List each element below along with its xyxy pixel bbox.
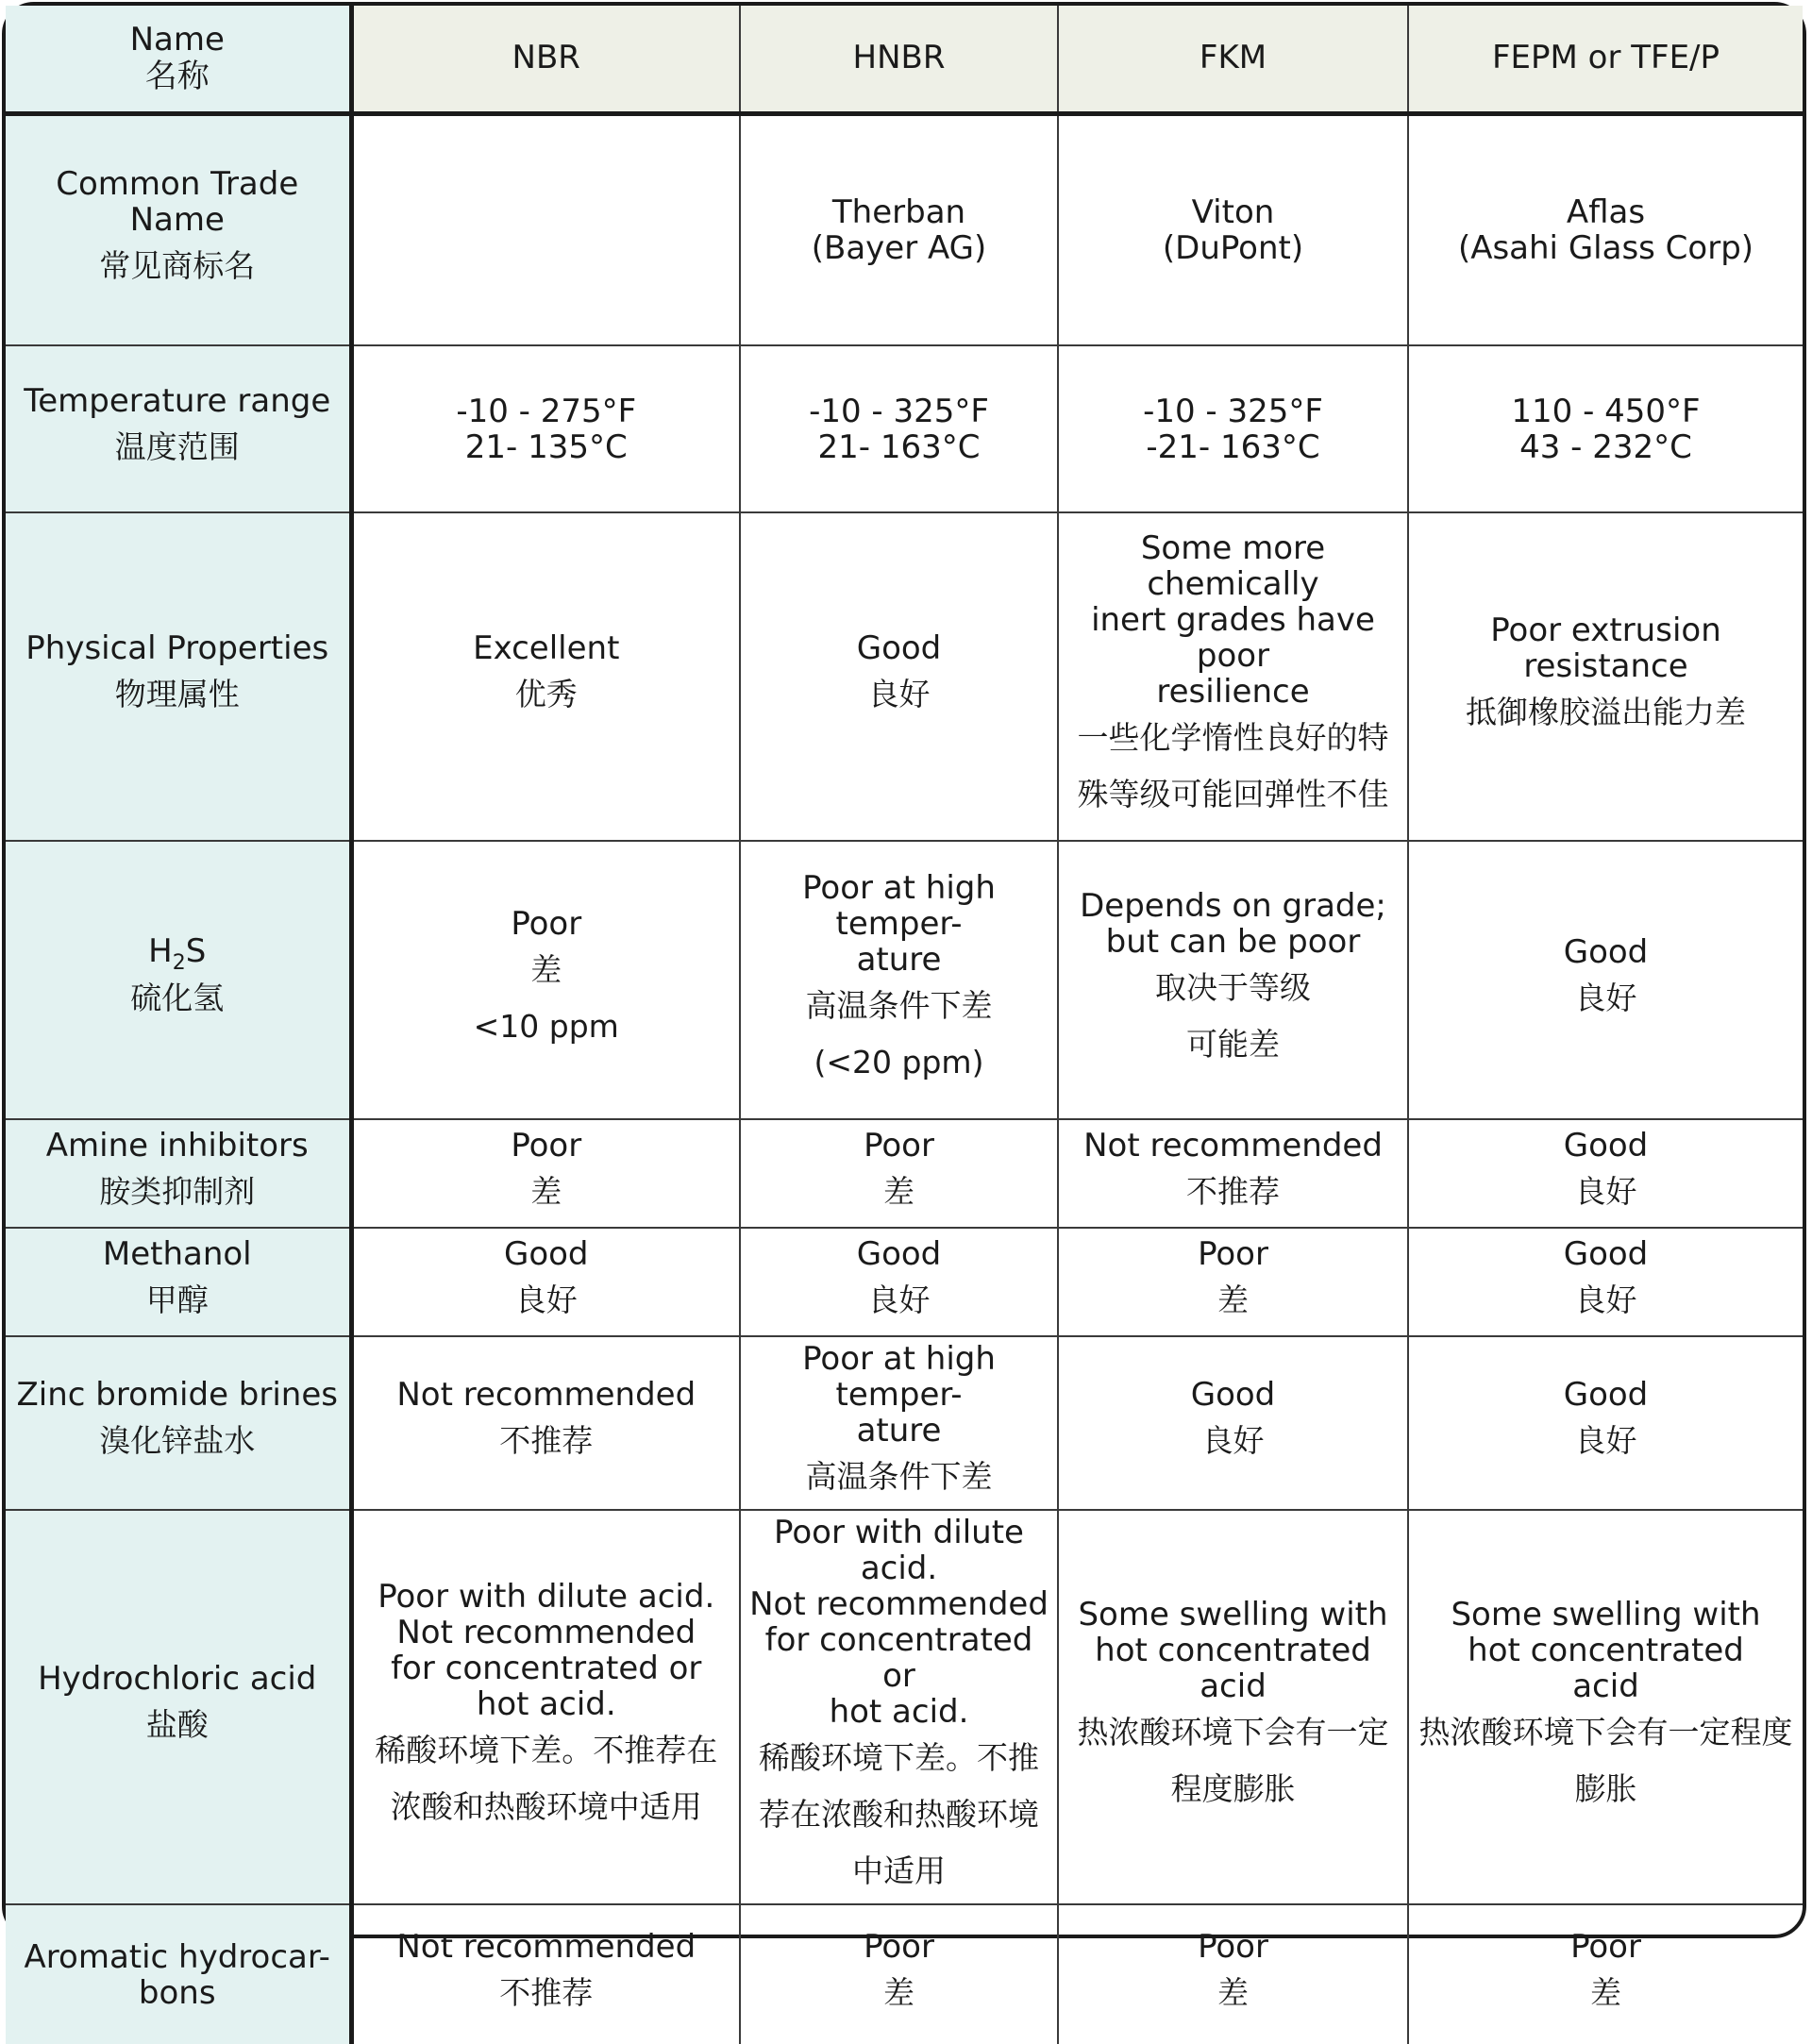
cell-text-en: Not recommended: [396, 1614, 696, 1651]
cell-text-en: Poor: [1198, 1927, 1268, 1966]
cell-text-zh: 热浓酸环境下会有一定程度: [1418, 1714, 1793, 1751]
row-label-cell: [6, 113, 351, 345]
cell-text-zh: 良好: [1201, 1422, 1265, 1459]
header-row: [6, 6, 1803, 113]
cell-text-en: -21- 163°C: [1146, 427, 1320, 466]
cell-text-zh: 不推荐: [499, 1422, 594, 1459]
table-cell: [740, 345, 1058, 512]
cell-text-en: Good: [856, 1234, 942, 1273]
cell-text-en: Poor: [864, 1126, 934, 1164]
material-comparison-table: [6, 6, 1803, 2044]
cell-text-zh: 差: [1217, 1973, 1249, 2011]
table-cell: [740, 1228, 1058, 1336]
table-cell: [1058, 1336, 1408, 1510]
cell-text-extra: <10 ppm: [473, 1007, 619, 1045]
row-label-cell: [6, 1228, 351, 1336]
header-col-hnbr: HNBR: [740, 6, 1058, 113]
table-cell: [351, 345, 740, 512]
cell-text-en: -10 - 325°F: [809, 392, 989, 430]
cell-text-en: Poor with dilute acid.: [378, 1578, 715, 1616]
cell-text-zh: 良好: [1574, 1281, 1637, 1318]
row-label-zh: 常见商标名: [99, 246, 256, 284]
cell-text-zh: 荐在浓酸和热酸环境: [759, 1796, 1039, 1833]
row-label-subscript: 2: [172, 950, 186, 975]
table-cell: [1408, 1336, 1803, 1510]
material-comparison-table-frame: [2, 2, 1806, 2012]
cell-text-zh: 良好: [1574, 1422, 1637, 1459]
cell-text-en: Good: [856, 629, 942, 667]
table-cell: [351, 1510, 740, 1904]
table-cell: [740, 1336, 1058, 1510]
table-cell: [1058, 512, 1408, 841]
table-cell: [740, 512, 1058, 841]
cell-text-en: -10 - 325°F: [1143, 392, 1323, 430]
cell-text-en: Excellent: [473, 629, 620, 667]
cell-text-en: 21- 135°C: [464, 427, 628, 466]
header-name-zh: 名称: [144, 57, 210, 95]
row-label-zh: 硫化氢: [130, 980, 225, 1016]
cell-text-zh: 中适用: [852, 1852, 946, 1889]
cell-text-zh: 热浓酸环境下会有一定: [1077, 1714, 1389, 1751]
cell-text-en: inert grades have poor: [1091, 601, 1375, 675]
row-label-cell: [6, 1904, 351, 2044]
header-name-cell: [6, 6, 351, 113]
table-cell: [1408, 1228, 1803, 1336]
cell-text-en: acid: [1572, 1667, 1639, 1705]
cell-text-en: Poor: [511, 1126, 582, 1164]
cell-text-zh: 高温条件下差: [805, 1458, 993, 1495]
row-label-en: Amine inhibitors: [45, 1126, 309, 1164]
cell-text-zh: 差: [530, 1172, 562, 1210]
cell-text-zh: 优秀: [514, 676, 578, 712]
cell-text-en: Good: [1563, 1126, 1649, 1164]
cell-text-en: Good: [1563, 1376, 1649, 1414]
table-cell: [1408, 113, 1803, 345]
cell-text-zh: 殊等级可能回弹性不佳: [1077, 776, 1389, 813]
table-cell: [1058, 345, 1408, 512]
cell-text-en: hot concentrated: [1468, 1632, 1744, 1669]
table-cell: [351, 1119, 740, 1228]
cell-text-zh: 不推荐: [499, 1973, 594, 2011]
row-label-en: Temperature range: [24, 381, 331, 420]
table-row: [6, 1336, 1803, 1510]
header-col-nbr: NBR: [351, 6, 740, 113]
table-cell: [1408, 512, 1803, 841]
cell-text-en: Good: [1190, 1376, 1276, 1414]
cell-text-zh: 膨胀: [1574, 1770, 1637, 1807]
cell-text-en: Poor: [511, 904, 582, 943]
table-cell: [1058, 841, 1408, 1119]
row-label-en: Aromatic hydrocar-: [24, 1937, 330, 1976]
cell-text-en: Aflas: [1566, 193, 1646, 231]
cell-text-en: but can be poor: [1105, 922, 1361, 961]
cell-text-zh: 差: [530, 950, 562, 988]
row-label-en: $H_2S$: [148, 932, 207, 975]
cell-text-zh: 稀酸环境下差。不推: [759, 1739, 1039, 1776]
table-cell: [740, 1510, 1058, 1904]
table-cell: [740, 841, 1058, 1119]
cell-text-en: hot acid.: [476, 1685, 616, 1723]
cell-text-en: for concentrated or: [391, 1650, 702, 1687]
row-label-zh: 盐酸: [145, 1706, 209, 1743]
table-cell: [351, 841, 740, 1119]
cell-text-en: Not recommended: [1083, 1126, 1383, 1164]
cell-text-zh: 差: [1590, 1973, 1621, 2011]
row-label-cell: [6, 345, 351, 512]
cell-text-en: Viton: [1191, 193, 1275, 231]
cell-text-zh: 差: [883, 1172, 914, 1210]
row-label-cell: [6, 841, 351, 1119]
table-row: [6, 1228, 1803, 1336]
cell-text-en: (DuPont): [1162, 228, 1304, 267]
row-label-en: Physical Properties: [25, 629, 329, 667]
table-cell: [740, 1119, 1058, 1228]
cell-text-zh: 差: [1217, 1281, 1249, 1318]
table-cell: [351, 113, 740, 345]
cell-text-en: Good: [503, 1234, 589, 1273]
cell-text-zh: 取决于等级: [1155, 968, 1311, 1006]
cell-text-zh: 可能差: [1186, 1025, 1280, 1063]
table-row: [6, 512, 1803, 841]
cell-text-en: Poor: [1198, 1234, 1268, 1273]
table-row: [6, 345, 1803, 512]
cell-text-zh: 高温条件下差: [805, 986, 993, 1024]
row-label-cell: [6, 1510, 351, 1904]
row-label-en: Methanol: [102, 1234, 252, 1273]
row-label-en: Hydrochloric acid: [38, 1660, 317, 1698]
cell-text-en: (Asahi Glass Corp): [1457, 228, 1754, 267]
cell-text-en: ature: [856, 940, 942, 979]
table-cell: [1058, 1510, 1408, 1904]
table-cell: [351, 1904, 740, 2044]
cell-text-zh: 浓酸和热酸环境中适用: [390, 1788, 702, 1825]
table-cell: [351, 512, 740, 841]
cell-text-zh: 程度膨胀: [1170, 1770, 1296, 1807]
cell-text-extra: (<20 ppm): [814, 1043, 984, 1081]
cell-text-en: Good: [1563, 932, 1649, 971]
cell-text-en: Depends on grade;: [1080, 886, 1386, 925]
row-label-cell: [6, 512, 351, 841]
cell-text-zh: 良好: [1574, 1172, 1637, 1210]
table-cell: [351, 1336, 740, 1510]
cell-text-en: 43 - 232°C: [1519, 427, 1692, 466]
cell-text-en: -10 - 275°F: [456, 392, 637, 430]
table-row: [6, 113, 1803, 345]
cell-text-zh: 良好: [867, 676, 931, 712]
cell-text-en: for concentrated or: [764, 1621, 1033, 1695]
row-label-cell: [6, 1336, 351, 1510]
cell-text-en: Therban: [831, 193, 966, 231]
table-cell: [1408, 1510, 1803, 1904]
table-cell: [1408, 841, 1803, 1119]
cell-text-en: Some more chemically: [1140, 529, 1326, 603]
row-label-zh: 甲醇: [145, 1281, 209, 1318]
header-col-fepm: FEPM or TFE/P: [1408, 6, 1803, 113]
table-row: [6, 1510, 1803, 1904]
table-cell: [1408, 1904, 1803, 2044]
cell-text-en: (Bayer AG): [811, 228, 987, 267]
cell-text-zh: 差: [883, 1973, 914, 2011]
cell-text-en: Poor: [864, 1927, 934, 1966]
cell-text-en: Good: [1563, 1234, 1649, 1273]
row-label-cell: [6, 1119, 351, 1228]
cell-text-en: Not recommended: [396, 1376, 696, 1414]
table-cell: [351, 1228, 740, 1336]
cell-text-en: Poor at high temper-: [802, 1340, 996, 1414]
table-cell: [740, 1904, 1058, 2044]
cell-text-en: Not recommended: [396, 1927, 696, 1966]
row-label-en: Zinc bromide brines: [16, 1376, 338, 1414]
table-row: [6, 841, 1803, 1119]
cell-text-en: Some swelling with: [1078, 1596, 1388, 1634]
table-cell: [1058, 113, 1408, 345]
cell-text-zh: 良好: [514, 1281, 578, 1318]
header-col-fkm: FKM: [1058, 6, 1408, 113]
row-label-en: Common Trade Name: [56, 164, 299, 239]
cell-text-en: Poor at high temper-: [802, 868, 996, 943]
cell-text-en: resilience: [1156, 673, 1310, 711]
cell-text-en: hot acid.: [829, 1693, 969, 1731]
table-cell: [1058, 1228, 1408, 1336]
row-label-zh: 温度范围: [114, 427, 240, 465]
cell-text-en: Poor with dilute acid.: [774, 1514, 1024, 1587]
cell-text-en: 110 - 450°F: [1511, 392, 1701, 430]
row-label-en: bons: [138, 1973, 216, 2012]
cell-text-en: Not recommended: [749, 1585, 1049, 1623]
cell-text-zh: 不推荐: [1186, 1172, 1280, 1210]
cell-text-zh: 一些化学惰性良好的特: [1077, 719, 1389, 756]
row-label-zh: 胺类抑制剂: [99, 1172, 256, 1210]
cell-text-zh: 抵御橡胶溢出能力差: [1466, 694, 1746, 730]
cell-text-en: Poor: [1570, 1927, 1641, 1966]
table-cell: [1408, 345, 1803, 512]
cell-text-en: Some swelling with: [1451, 1596, 1761, 1634]
cell-text-en: ature: [856, 1412, 942, 1449]
cell-text-zh: 良好: [1574, 979, 1637, 1016]
row-label-zh: 物理属性: [114, 676, 240, 712]
cell-text-en: hot concentrated: [1095, 1632, 1371, 1669]
cell-text-en: acid: [1200, 1667, 1267, 1705]
table-cell: [1408, 1119, 1803, 1228]
cell-text-en: Poor extrusion resistance: [1490, 612, 1721, 685]
cell-text-en: 21- 163°C: [817, 427, 981, 466]
cell-text-zh: 稀酸环境下差。不推荐在: [375, 1732, 718, 1768]
table-row: [6, 1119, 1803, 1228]
table-cell: [1058, 1119, 1408, 1228]
row-label-zh: 溴化锌盐水: [99, 1422, 256, 1459]
table-cell: [740, 113, 1058, 345]
header-name-en: Name: [129, 20, 225, 59]
table-row: [6, 1904, 1803, 2044]
cell-text-zh: 良好: [867, 1281, 931, 1318]
table-cell: [1058, 1904, 1408, 2044]
